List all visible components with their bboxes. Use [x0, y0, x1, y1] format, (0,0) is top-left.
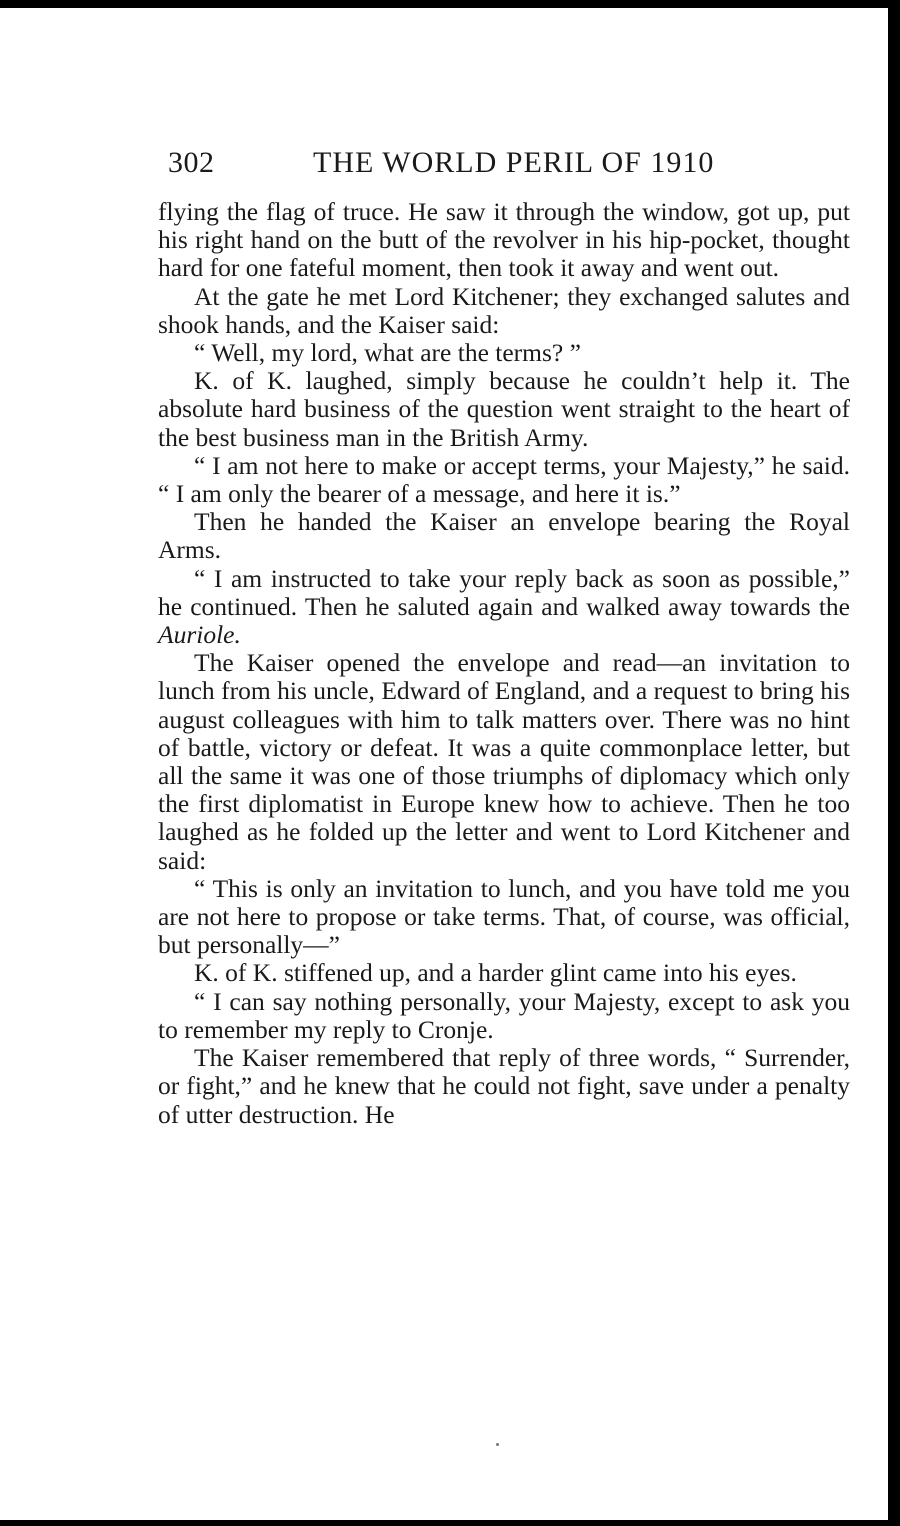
- paragraph: K. of K. laughed, simply because he couldn’t help it. The absolute hard business of the question went straight to the heart of the best business man in the British Army.: [158, 366, 850, 452]
- scan-speck: [496, 1443, 499, 1446]
- ship-name: Auriole.: [158, 620, 241, 650]
- paragraph: “ Well, my lord, what are the terms? ”: [194, 338, 581, 368]
- scan-border-right: [888, 0, 900, 1526]
- page-number: 302: [168, 146, 215, 179]
- page-header: [168, 146, 848, 186]
- paragraph: “ This is only an invitation to lunch, and you have told me you are not here to propose or take terms. That, of course, was official, but personally—”: [158, 873, 850, 960]
- paragraph: The Kaiser remembered that reply of three words, “ Surrender, or fight,” and he knew that he could not fight, save under a penalty of utter destruction. He: [158, 1043, 850, 1129]
- body-text: [158, 198, 850, 1129]
- paragraph: flying the flag of truce. He saw it through the window, got up, put his right hand on the butt of the revolver in his hip-pocket, thought hard for one fateful moment, then took it away and went out.: [158, 197, 850, 283]
- paragraph: Then he handed the Kaiser an envelope bearing the Royal Arms.: [158, 507, 850, 565]
- paragraph: The Kaiser opened the envelope and read—an invitation to lunch from his uncle, Edward of England, and a request to bring his august colleagues with him to talk matters over. There was no hint of battle, victory or defeat. It was a quite commonplace letter, but all the same it was one of those triumphs of diplomacy which only the first diplomatist in Europe knew how to achieve. Then he too laughed as he folded up the letter and went to Lord Kitchener and said:: [158, 648, 850, 875]
- paragraph: K. of K. stiffened up, and a harder glint came into his eyes.: [194, 958, 797, 988]
- scan-border-top: [0, 0, 900, 8]
- paragraph-text: “ I am instructed to take your reply back as soon as possible,” he continued. Then he saluted again and walked away towards the: [158, 563, 850, 621]
- paragraph: At the gate he met Lord Kitchener; they exchanged salutes and shook hands, and the Kaiser said:: [158, 281, 850, 339]
- paragraph: [158, 565, 850, 650]
- paragraph: “ I am not here to make or accept terms, your Majesty,” he said. “ I am only the bearer of a message, and here it is.”: [158, 450, 850, 509]
- scan-border-bottom: [0, 1520, 900, 1526]
- running-head: THE WORLD PERIL OF 1910: [313, 146, 715, 179]
- paragraph: “ I can say nothing personally, your Majesty, except to ask you to remember my reply to Cronje.: [158, 986, 850, 1044]
